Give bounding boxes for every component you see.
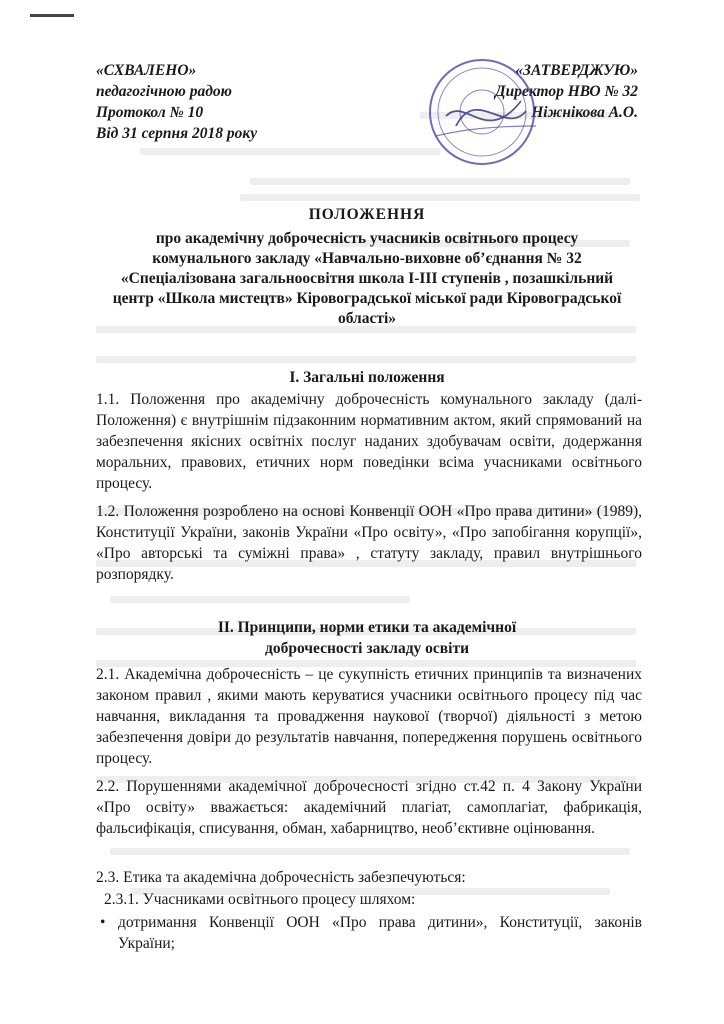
title-line-4: центр «Школа мистецтв» Кіровоградської міської ради Кіровоградської [112, 290, 622, 307]
title-main: ПОЛОЖЕННЯ [308, 206, 426, 223]
confirmed-label: «ЗАТВЕРДЖУЮ» [515, 62, 638, 79]
scan-edge-mark [30, 14, 74, 17]
list-item-text: дотримання Конвенції ООН «Про права дитини», Конституції, законів України; [118, 914, 642, 952]
title-line-2: комунального закладу «Навчально-виховне об’єднання № 32 [152, 250, 582, 267]
approval-date: Від 31 серпня 2018 року [96, 125, 258, 142]
paragraph-2-1: 2.1. Академічна доброчесність – це сукупність етичних принципів та визначених законом правил , якими мають керуватися учасники освітнього процесу під час навчання, викладання та провадження наукової (творчої) діяльності з метою забезпечення довіри до результатів навчання, попередження порушень освітнього процесу. [96, 666, 642, 767]
director-name: Ніжнікова А.О. [531, 104, 638, 121]
paragraph-1-1: 1.1. Положення про академічну доброчесність комунального закладу (далі-Положення) є внутрішнім підзаконним нормативним актом, який спрямований на забезпечення якісних освітніх послуг наданих здобувачам освіти, додержання моральних, правових, етичних норм поведінки всіма учасниками освітнього процесу. [96, 391, 642, 492]
official-stamp-seal [426, 56, 538, 168]
protocol-number: Протокол № 10 [96, 104, 204, 121]
section-2-title-line-2: доброчесності закладу освіти [264, 640, 470, 657]
document-title [96, 205, 638, 329]
paragraph-1-2: 1.2. Положення розроблено на основі Конвенції ООН «Про права дитини» (1989), Конституції України, законів України «Про освіту», «Про запобігання корупції», «Про авторські та суміжні права» , статуту закладу, правил внутрішнього розпорядку. [96, 503, 642, 583]
paragraph-2-3: 2.3. Етика та академічна доброчесність забезпечуються: [96, 869, 466, 886]
section-2-title [96, 617, 638, 659]
section-1-title: І. Загальні положення [289, 369, 445, 386]
approved-by-block [96, 60, 257, 144]
approved-label: «СХВАЛЕНО» [96, 62, 197, 79]
section-2-title-line-1: ІІ. Принципи, норми етики та академічної [217, 619, 517, 636]
list-item [96, 912, 642, 954]
paragraph-2-3-1: 2.3.1. Учасниками освітнього процесу шляхом: [104, 891, 416, 908]
approved-by-council: педагогічною радою [96, 83, 232, 100]
title-line-5: області» [337, 310, 397, 327]
director-title: Директор НВО № 32 [494, 83, 638, 100]
title-line-3: «Спеціалізована загальноосвітня школа І-ІІІ ступенів , позашкільний [120, 270, 614, 287]
bullet-icon: • [100, 914, 106, 931]
paragraph-2-2: 2.2. Порушеннями академічної доброчесності згідно ст.42 п. 4 Закону України «Про освіту» вважається: академічний плагіат, самоплагіат, фабрикація, фальсифікація, списування, обман, хабарництво, необ’єктивне оцінювання. [96, 778, 642, 837]
title-line-1: про академічну доброчесність учасників освітнього процесу [155, 230, 579, 247]
